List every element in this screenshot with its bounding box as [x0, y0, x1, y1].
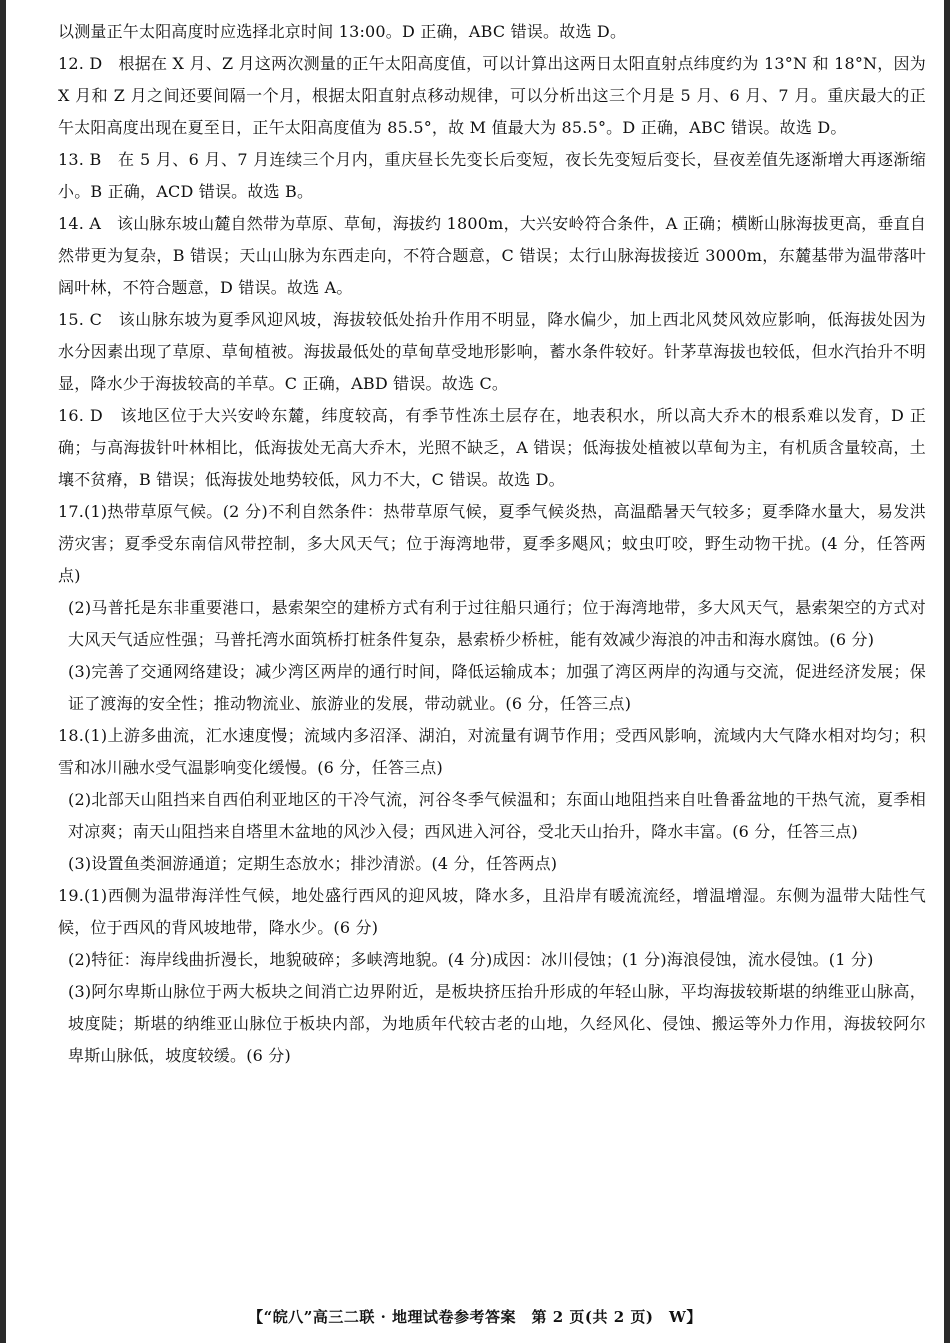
answer-text: 在 5 月、6 月、7 月连续三个月内，重庆昼长先变长后变短，夜长先变短后变长，昼夜差值先逐渐增大再逐渐缩小。B 正确，ACD 错误。故选 B。 — [58, 150, 927, 201]
page-footer: 【“皖八”高三二联 · 地理试卷参考答案 第 2 页(共 2 页) W】 — [248, 1308, 702, 1326]
answer-17-part-3: (3)完善了交通网络建设；减少湾区两岸的通行时间，降低运输成本；加强了湾区两岸的沟通与交流，促进经济发展；保证了渡海的安全性；推动物流业、旅游业的发展，带动就业。(6 分，任答三点) — [68, 662, 926, 713]
answer-text: 根据在 X 月、Z 月这两次测量的正午太阳高度值，可以计算出这两日太阳直射点纬度约为 13°N 和 18°N，因为 X 月和 Z 月之间还要间隔一个月，根据太阳直射点移动规律，可以分析出这三个月是 5 月、6 月、7 月。重庆最大的正午太阳高度出现在夏至日，正午太阳高度值为 85.5°，故 M 值最大为 85.5°。D 正确，ABC 错误。故选 D。 — [58, 54, 926, 137]
answer-19-part-1 — [58, 880, 926, 944]
answer-sheet-page — [6, 0, 944, 1343]
answer-12 — [58, 48, 926, 144]
answer-17-part-1 — [58, 496, 926, 592]
answer-19-part-3: (3)阿尔卑斯山脉位于两大板块之间消亡边界附近，是板块挤压抬升形成的年轻山脉，平均海拔较斯堪的纳维亚山脉高，坡度陡；斯堪的纳维亚山脉位于板块内部，为地质年代较古老的山地，久经风化、侵蚀、搬运等外力作用，海拔较阿尔卑斯山脉低，坡度较缓。(6 分) — [68, 982, 926, 1065]
answer-text: 该山脉东坡山麓自然带为草原、草甸，海拔约 1800m，大兴安岭符合条件，A 正确；横断山脉海拔更高，垂直自然带更为复杂，B 错误；天山山脉为东西走向，不符合题意，C 错误；太行山脉海拔接近 3000m，东麓基带为温带落叶阔叶林，不符合题意，D 错误。故选 A。 — [58, 214, 927, 297]
answer-number: 17. — [58, 502, 85, 521]
answer-13 — [58, 144, 926, 208]
answer-17-part-2: (2)马普托是东非重要港口，悬索架空的建桥方式有利于过往船只通行；位于海湾地带，多大风天气，悬索架空的方式对大风天气适应性强；马普托湾水面筑桥打桩条件复杂，悬索桥少桥桩，能有效减少海浪的冲击和海水腐蚀。(6 分) — [68, 598, 926, 649]
answer-number: 13. B — [58, 150, 102, 169]
answer-19-part-2: (2)特征：海岸线曲折漫长，地貌破碎；多峡湾地貌。(4 分)成因：冰川侵蚀；(1 分)海浪侵蚀，流水侵蚀。(1 分) — [68, 950, 874, 969]
answer-text: 该山脉东坡为夏季风迎风坡，海拔较低处抬升作用不明显，降水偏少，加上西北风焚风效应影响，低海拔处因为水分因素出现了草原、草甸植被。海拔最低处的草甸草受地形影响，蓄水条件较好。针茅草海拔也较低，但水汽抬升不明显，降水少于海拔较高的羊草。C 正确，ABD 错误。故选 C。 — [58, 310, 926, 393]
answer-16 — [58, 400, 926, 496]
answer-number: 18. — [58, 726, 85, 745]
answer-14 — [58, 208, 926, 304]
answer-18-part-3: (3)设置鱼类洄游通道；定期生态放水；排沙清淤。(4 分，任答两点) — [68, 854, 558, 873]
answer-text: (1)热带草原气候。(2 分)不利自然条件：热带草原气候，夏季气候炎热，高温酷暑天气较多；夏季降水量大，易发洪涝灾害；夏季受东南信风带控制，多大风天气；位于海湾地带，夏季多飓风；蚊虫叮咬，野生动物干扰。(4 分，任答两点) — [58, 502, 926, 585]
answer-number: 14. A — [58, 214, 102, 233]
answer-text: 该地区位于大兴安岭东麓，纬度较高，有季节性冻土层存在，地表积水，所以高大乔木的根系难以发育，D 正确；与高海拔针叶林相比，低海拔处无高大乔木，光照不缺乏，A 错误；低海拔处植被以草甸为主，有机质含量较高，土壤不贫瘠，B 错误；低海拔处地势较低，风力不大，C 错误。故选 D。 — [58, 406, 927, 489]
answer-content — [58, 16, 926, 1072]
answer-number: 15. C — [58, 310, 103, 329]
answer-18-part-2: (2)北部天山阻挡来自西伯利亚地区的干冷气流，河谷冬季气候温和；东面山地阻挡来自吐鲁番盆地的干热气流，夏季相对凉爽；南天山阻挡来自塔里木盆地的风沙入侵；西风进入河谷，受北天山抬升，降水丰富。(6 分，任答三点) — [68, 790, 926, 841]
answer-number: 16. D — [58, 406, 103, 425]
intro-line: 以测量正午太阳高度时应选择北京时间 13:00。D 正确，ABC 错误。故选 D。 — [58, 22, 627, 41]
answer-text: (1)上游多曲流，汇水速度慢；流域内多沼泽、湖泊，对流量有调节作用；受西风影响，流域内大气降水相对均匀；积雪和冰川融水受气温影响变化缓慢。(6 分，任答三点) — [58, 726, 926, 777]
answer-15 — [58, 304, 926, 400]
answer-number: 12. D — [58, 54, 103, 73]
answer-18-part-1 — [58, 720, 926, 784]
answer-number: 19. — [58, 886, 85, 905]
answer-text: (1)西侧为温带海洋性气候，地处盛行西风的迎风坡，降水多，且沿岸有暖流流经，增温增湿。东侧为温带大陆性气候，位于西风的背风坡地带，降水少。(6 分) — [58, 886, 926, 937]
